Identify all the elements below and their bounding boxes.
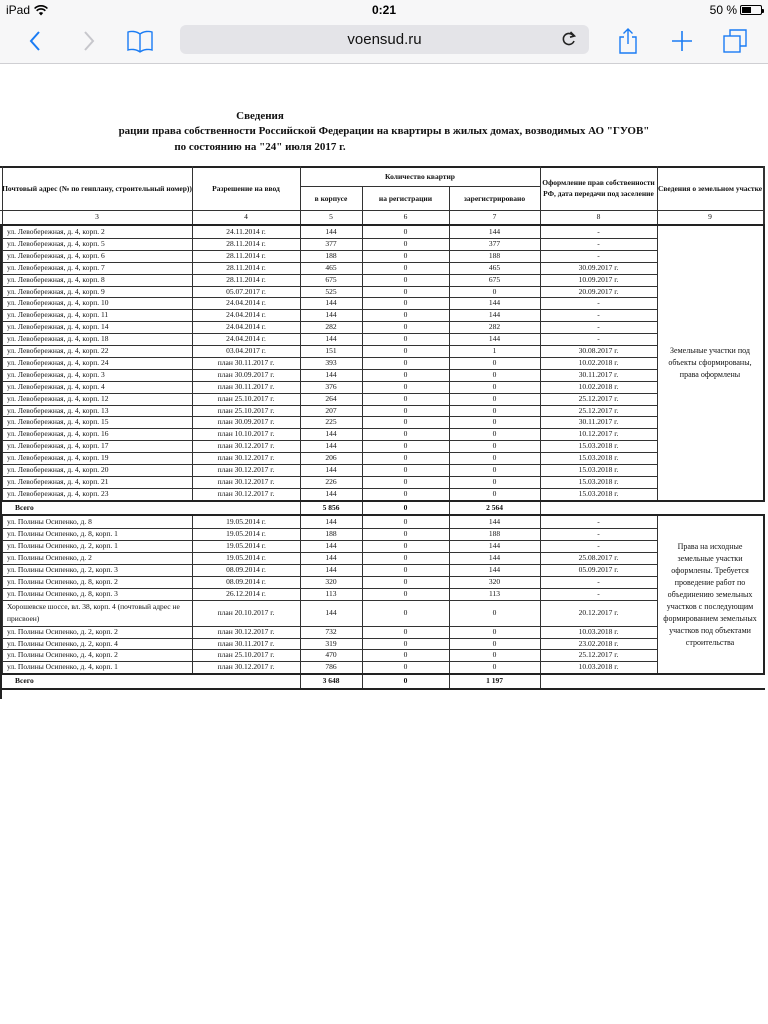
row-permit: план 30.12.2017 г.	[217, 662, 275, 672]
row-registered: 0	[492, 607, 497, 617]
row-on-registration: 0	[403, 576, 408, 586]
row-address: ул. Левобережная, д. 4, корп. 9	[7, 286, 105, 296]
table-rule	[362, 516, 363, 673]
doc-title: Сведения	[236, 110, 284, 122]
row-permit: 24.04.2014 г.	[226, 310, 266, 320]
row-permit: 28.11.2014 г.	[226, 274, 266, 284]
header-land-info: Сведения о земельном участке	[657, 183, 763, 193]
row-ownership: -	[597, 250, 600, 260]
doc-date-line: по состоянию на "24" июля 2017 г.	[174, 141, 346, 153]
row-ownership: 30.11.2017 г.	[578, 417, 619, 427]
row-registered: 0	[492, 465, 497, 474]
row-ownership: -	[597, 541, 600, 550]
row-registered: 0	[492, 381, 497, 391]
row-registered: 144	[488, 310, 501, 320]
row-on-registration: 0	[403, 541, 408, 550]
row-in-building: 675	[325, 274, 337, 284]
table-rule	[362, 502, 363, 515]
table-rule	[192, 516, 193, 673]
row-registered: 0	[492, 638, 497, 648]
browser-toolbar	[0, 20, 768, 64]
table-rule	[763, 516, 765, 673]
row-on-registration: 0	[403, 369, 408, 379]
row-address: ул. Левобережная, д. 4, корп. 23	[7, 488, 109, 498]
row-on-registration: 0	[403, 638, 408, 648]
table-rule	[763, 166, 765, 224]
row-registered: 0	[492, 662, 497, 672]
table-rule	[300, 502, 301, 515]
header-ownership: Оформление прав собственности РФ, дата передачи под заселение	[542, 178, 655, 198]
column-number: 9	[708, 212, 712, 221]
row-ownership: 10.03.2018 г.	[578, 626, 619, 636]
row-on-registration: 0	[403, 298, 408, 308]
row-permit: 19.05.2014 г.	[226, 552, 266, 562]
row-registered: 0	[492, 393, 497, 403]
row-in-building: 144	[325, 552, 337, 562]
row-in-building: 113	[325, 588, 337, 598]
header-on-registration: на регистрации	[378, 193, 433, 203]
row-ownership: -	[597, 576, 600, 586]
row-ownership: 20.12.2017 г.	[578, 607, 619, 617]
row-ownership: 30.08.2017 г.	[578, 346, 619, 355]
row-permit: 24.11.2014 г.	[226, 227, 266, 236]
row-in-building: 206	[325, 453, 337, 463]
total-registered: 2 564	[486, 502, 503, 512]
row-address: ул. Левобережная, д. 4, корп. 16	[7, 429, 109, 439]
row-registered: 144	[488, 552, 501, 562]
row-permit: 28.11.2014 г.	[226, 250, 266, 260]
row-ownership: -	[597, 517, 600, 527]
row-ownership: 30.11.2017 г.	[578, 369, 619, 379]
table-rule	[540, 675, 541, 688]
row-address: ул. Полины Осипенко, д. 2, корп. 4	[7, 638, 118, 648]
row-address: ул. Левобережная, д. 4, корп. 21	[7, 476, 109, 486]
row-registered: 0	[492, 369, 497, 379]
tabs-button[interactable]	[720, 26, 750, 56]
row-ownership: 23.02.2018 г.	[578, 638, 619, 648]
row-on-registration: 0	[403, 250, 408, 260]
row-on-registration: 0	[403, 650, 408, 660]
row-in-building: 226	[325, 476, 337, 486]
row-permit: план 30.12.2017 г.	[217, 488, 275, 498]
share-button[interactable]	[614, 26, 642, 56]
row-ownership: 10.12.2017 г.	[578, 429, 619, 439]
header-in-building: в корпусе	[314, 193, 348, 203]
row-ownership: 10.02.2018 г.	[578, 381, 619, 391]
total-in-building: 5 856	[322, 502, 340, 512]
row-in-building: 319	[325, 638, 337, 648]
plus-icon	[671, 30, 693, 52]
row-address: ул. Левобережная, д. 4, корп. 6	[7, 250, 105, 260]
row-address: ул. Полины Осипенко, д. 8, корп. 1	[7, 529, 118, 539]
row-permit: план 30.09.2017 г.	[217, 369, 275, 379]
row-ownership: 30.09.2017 г.	[578, 262, 619, 272]
row-permit: план 30.12.2017 г.	[217, 441, 275, 451]
total-on-registration: 0	[403, 502, 408, 512]
row-ownership: 15.03.2018 г.	[578, 465, 619, 474]
row-permit: 19.05.2014 г.	[226, 517, 266, 527]
row-on-registration: 0	[403, 310, 408, 320]
row-address: ул. Полины Осипенко, д. 4, корп. 1	[7, 662, 118, 672]
column-number: 8	[596, 212, 601, 221]
row-address: ул. Полины Осипенко, д. 8, корп. 3	[7, 588, 118, 598]
table-rule	[657, 516, 658, 673]
row-address: ул. Полины Осипенко, д. 8, корп. 2	[7, 576, 118, 586]
row-ownership: -	[597, 238, 600, 248]
total-in-building: 3 648	[322, 676, 340, 686]
row-registered: 188	[488, 529, 501, 539]
row-ownership: 10.09.2017 г.	[578, 274, 619, 284]
table-rule	[0, 688, 765, 690]
row-ownership: -	[597, 322, 600, 332]
row-permit: план 30.09.2017 г.	[217, 417, 275, 427]
row-on-registration: 0	[403, 286, 408, 296]
bookmarks-button[interactable]	[124, 26, 156, 56]
device-name: iPad	[6, 3, 31, 17]
row-registered: 0	[492, 286, 497, 296]
row-on-registration: 0	[403, 588, 408, 598]
table-rule	[540, 226, 541, 500]
row-address: ул. Полины Осипенко, д. 2, корп. 2	[7, 626, 118, 636]
row-registered: 282	[488, 322, 501, 332]
row-registered: 0	[492, 417, 497, 427]
row-in-building: 144	[325, 334, 337, 344]
row-in-building: 320	[325, 576, 337, 586]
table-rule	[449, 226, 450, 500]
row-ownership: 10.02.2018 г.	[578, 357, 619, 367]
row-address: ул. Полины Осипенко, д. 2, корп. 3	[7, 564, 118, 574]
row-address: ул. Левобережная, д. 4, корп. 3	[7, 369, 105, 379]
row-in-building: 393	[325, 357, 337, 367]
row-in-building: 732	[325, 626, 337, 636]
row-in-building: 144	[325, 607, 337, 617]
row-in-building: 144	[325, 227, 337, 236]
row-address: ул. Левобережная, д. 4, корп. 11	[7, 310, 109, 320]
row-ownership: 25.08.2017 г.	[578, 552, 619, 562]
table-rule	[449, 502, 450, 515]
row-permit: план 30.12.2017 г.	[217, 453, 275, 463]
row-in-building: 144	[325, 517, 337, 527]
row-on-registration: 0	[403, 429, 408, 439]
row-ownership: 05.09.2017 г.	[578, 564, 619, 574]
row-in-building: 264	[325, 393, 337, 403]
table-rule	[362, 675, 363, 688]
row-on-registration: 0	[403, 517, 408, 527]
table-rule	[300, 675, 301, 688]
row-on-registration: 0	[403, 662, 408, 672]
row-ownership: 25.12.2017 г.	[578, 393, 619, 403]
row-permit: 24.04.2014 г.	[226, 334, 266, 344]
row-in-building: 470	[325, 650, 337, 660]
row-ownership: 15.03.2018 г.	[578, 441, 619, 451]
column-number: 7	[492, 212, 497, 221]
row-address: ул. Левобережная, д. 4, корп. 18	[7, 334, 109, 344]
row-permit: план 30.11.2017 г.	[217, 357, 275, 367]
row-address: ул. Левобережная, д. 4, корп. 7	[7, 262, 105, 272]
tabs-icon	[722, 28, 748, 54]
row-on-registration: 0	[403, 274, 408, 284]
row-on-registration: 0	[403, 393, 408, 403]
row-registered: 0	[492, 357, 497, 367]
table-rule	[540, 516, 541, 673]
document-page	[0, 65, 768, 1024]
row-on-registration: 0	[403, 564, 408, 574]
row-registered: 465	[488, 262, 501, 272]
row-permit: 05.07.2017 г.	[226, 286, 266, 296]
land-info-cell: Земельные участки под объекты сформированы, права оформлены	[668, 345, 752, 379]
table-rule	[300, 226, 301, 500]
row-on-registration: 0	[403, 227, 408, 236]
row-permit: план 25.10.2017 г.	[217, 405, 275, 415]
forward-button[interactable]	[78, 26, 100, 56]
table-rule	[540, 502, 541, 515]
row-in-building: 151	[325, 346, 337, 355]
row-in-building: 188	[325, 529, 337, 539]
row-permit: план 30.12.2017 г.	[217, 626, 275, 636]
row-in-building: 144	[325, 465, 337, 474]
row-in-building: 144	[325, 310, 337, 320]
chevron-right-icon	[83, 30, 95, 52]
row-registered: 144	[488, 541, 501, 550]
header-apartments-group: Количество квартир	[385, 171, 455, 181]
row-in-building: 144	[325, 564, 337, 574]
row-ownership: -	[597, 334, 600, 344]
battery-percent: 50 %	[709, 3, 737, 17]
row-address: ул. Левобережная, д. 4, корп. 20	[7, 465, 109, 474]
row-permit: 28.11.2014 г.	[226, 262, 266, 272]
total-on-registration: 0	[403, 676, 408, 686]
table-rule	[449, 516, 450, 673]
row-registered: 0	[492, 626, 497, 636]
row-permit: 24.04.2014 г.	[226, 322, 266, 332]
row-registered: 0	[492, 650, 497, 660]
row-permit: план 20.10.2017 г.	[217, 607, 275, 617]
header-address: Почтовый адрес (№ по генплану, строительный номер))	[2, 183, 192, 193]
table-rule	[192, 226, 193, 500]
doc-subtitle: рации права собственности Российской Федерации на квартиры в жилых домах, возводимых АО "ГУОВ"	[118, 125, 650, 137]
row-in-building: 144	[325, 429, 337, 439]
row-on-registration: 0	[403, 417, 408, 427]
header-permit: Разрешение на ввод	[212, 183, 280, 193]
row-registered: 1	[492, 346, 497, 355]
header-registered: зарегистрировано	[463, 193, 526, 203]
row-permit: 08.09.2014 г.	[226, 564, 266, 574]
row-on-registration: 0	[403, 262, 408, 272]
row-on-registration: 0	[403, 626, 408, 636]
row-address: ул. Левобережная, д. 4, корп. 8	[7, 274, 105, 284]
row-in-building: 225	[325, 417, 337, 427]
reload-icon	[559, 29, 579, 49]
column-number: 4	[244, 212, 248, 221]
row-address: ул. Левобережная, д. 4, корп. 24	[7, 357, 109, 367]
row-on-registration: 0	[403, 476, 408, 486]
row-address: ул. Левобережная, д. 4, корп. 14	[7, 322, 109, 332]
table-rule	[763, 226, 765, 500]
row-permit: 19.05.2014 г.	[226, 541, 266, 550]
column-number: 3	[95, 212, 99, 221]
row-ownership: -	[597, 310, 600, 320]
row-registered: 0	[492, 476, 497, 486]
row-permit: план 25.10.2017 г.	[217, 650, 275, 660]
row-address: Хорошевске шоссе, вл. 38, корп. 4 (почтовый адрес не присвоен)	[7, 601, 180, 623]
new-tab-button[interactable]	[668, 26, 696, 56]
row-on-registration: 0	[403, 381, 408, 391]
row-permit: план 10.10.2017 г.	[217, 429, 275, 439]
row-in-building: 188	[325, 250, 337, 260]
row-address: ул. Левобережная, д. 4, корп. 17	[7, 441, 109, 451]
total-label: Всего	[15, 502, 34, 512]
row-address: ул. Полины Осипенко, д. 2	[7, 552, 92, 562]
row-in-building: 376	[325, 381, 337, 391]
battery-icon	[740, 5, 762, 15]
row-permit: план 30.12.2017 г.	[217, 465, 275, 474]
row-permit: 26.12.2014 г.	[226, 588, 266, 598]
column-number: 5	[329, 212, 333, 221]
row-on-registration: 0	[403, 607, 408, 617]
row-address: ул. Левобережная, д. 4, корп. 22	[7, 346, 109, 355]
table-rule	[449, 675, 450, 688]
clock: 0:21	[371, 3, 397, 17]
row-permit: 08.09.2014 г.	[226, 576, 266, 586]
row-ownership: 15.03.2018 г.	[578, 476, 619, 486]
row-on-registration: 0	[403, 441, 408, 451]
row-on-registration: 0	[403, 529, 408, 539]
row-on-registration: 0	[403, 552, 408, 562]
table-rule	[2, 226, 3, 500]
row-on-registration: 0	[403, 453, 408, 463]
table-rule	[362, 226, 363, 500]
row-address: ул. Левобережная, д. 4, корп. 12	[7, 393, 109, 403]
row-ownership: -	[597, 529, 600, 539]
row-address: ул. Полины Осипенко, д. 8	[7, 517, 92, 527]
row-on-registration: 0	[403, 488, 408, 498]
row-registered: 0	[492, 441, 497, 451]
row-on-registration: 0	[403, 405, 408, 415]
row-in-building: 525	[325, 286, 337, 296]
row-registered: 675	[488, 274, 501, 284]
row-in-building: 377	[325, 238, 337, 248]
row-on-registration: 0	[403, 322, 408, 332]
row-on-registration: 0	[403, 346, 408, 355]
row-permit: 24.04.2014 г.	[226, 298, 266, 308]
row-on-registration: 0	[403, 465, 408, 474]
row-in-building: 786	[325, 662, 337, 672]
row-in-building: 465	[325, 262, 337, 272]
row-address: ул. Левобережная, д. 4, корп. 2	[7, 227, 105, 236]
row-address: ул. Левобережная, д. 4, корп. 19	[7, 453, 109, 463]
row-address: ул. Левобережная, д. 4, корп. 4	[7, 381, 105, 391]
address-bar[interactable]	[180, 25, 589, 54]
row-in-building: 144	[325, 441, 337, 451]
row-registered: 0	[492, 453, 497, 463]
row-ownership: 25.12.2017 г.	[578, 650, 619, 660]
row-permit: план 25.10.2017 г.	[217, 393, 275, 403]
row-registered: 144	[488, 517, 501, 527]
row-registered: 188	[488, 250, 501, 260]
row-ownership: -	[597, 588, 600, 598]
row-address: ул. Левобережная, д. 4, корп. 5	[7, 238, 105, 248]
total-registered: 1 197	[486, 676, 503, 686]
row-ownership: 15.03.2018 г.	[578, 453, 619, 463]
land-info-cell: Права на исходные земельные участки оформлены. Требуется проведение работ по объединению земельных участков с последующим формированием земельных участков под объектами строительства	[663, 541, 757, 647]
row-permit: план 30.12.2017 г.	[217, 476, 275, 486]
table-rule	[2, 516, 3, 673]
row-in-building: 144	[325, 541, 337, 550]
row-registered: 0	[492, 405, 497, 415]
back-button[interactable]	[24, 26, 46, 56]
total-label: Всего	[15, 676, 34, 686]
row-registered: 377	[488, 238, 501, 248]
row-ownership: -	[597, 227, 600, 236]
row-in-building: 144	[325, 488, 337, 498]
row-in-building: 207	[325, 405, 337, 415]
url-text[interactable]: voensud.ru	[347, 31, 422, 48]
book-icon	[126, 29, 154, 53]
chevron-left-icon	[29, 30, 41, 52]
row-in-building: 144	[325, 298, 337, 308]
row-on-registration: 0	[403, 334, 408, 344]
status-bar	[0, 0, 768, 20]
row-registered: 0	[492, 429, 497, 439]
row-permit: 03.04.2017 г.	[226, 346, 266, 355]
table-rule	[657, 226, 658, 500]
row-ownership: 15.03.2018 г.	[578, 488, 619, 498]
row-address: ул. Полины Осипенко, д. 4, корп. 2	[7, 650, 118, 660]
reload-button[interactable]	[559, 29, 579, 49]
row-registered: 144	[488, 298, 501, 308]
table-rule	[300, 516, 301, 673]
row-permit: план 30.11.2017 г.	[217, 381, 275, 391]
row-on-registration: 0	[403, 357, 408, 367]
row-ownership: 20.09.2017 г.	[578, 286, 619, 296]
row-address: ул. Левобережная, д. 4, корп. 15	[7, 417, 109, 427]
row-permit: 28.11.2014 г.	[226, 238, 266, 248]
row-registered: 113	[489, 588, 500, 598]
row-permit: 19.05.2014 г.	[226, 529, 266, 539]
row-registered: 320	[488, 576, 501, 586]
row-registered: 144	[488, 564, 501, 574]
row-address: ул. Полины Осипенко, д. 2, корп. 1	[7, 541, 118, 550]
row-registered: 144	[488, 227, 501, 236]
row-ownership: -	[597, 298, 600, 308]
row-address: ул. Левобережная, д. 4, корп. 13	[7, 405, 109, 415]
row-address: ул. Левобережная, д. 4, корп. 10	[7, 298, 109, 308]
row-in-building: 282	[325, 322, 337, 332]
column-number: 6	[403, 212, 408, 221]
row-on-registration: 0	[403, 238, 408, 248]
row-registered: 0	[492, 488, 497, 498]
row-in-building: 144	[325, 369, 337, 379]
row-ownership: 25.12.2017 г.	[578, 405, 619, 415]
row-permit: план 30.11.2017 г.	[217, 638, 275, 648]
share-icon	[617, 27, 639, 55]
row-ownership: 10.03.2018 г.	[578, 662, 619, 672]
row-registered: 144	[488, 334, 501, 344]
